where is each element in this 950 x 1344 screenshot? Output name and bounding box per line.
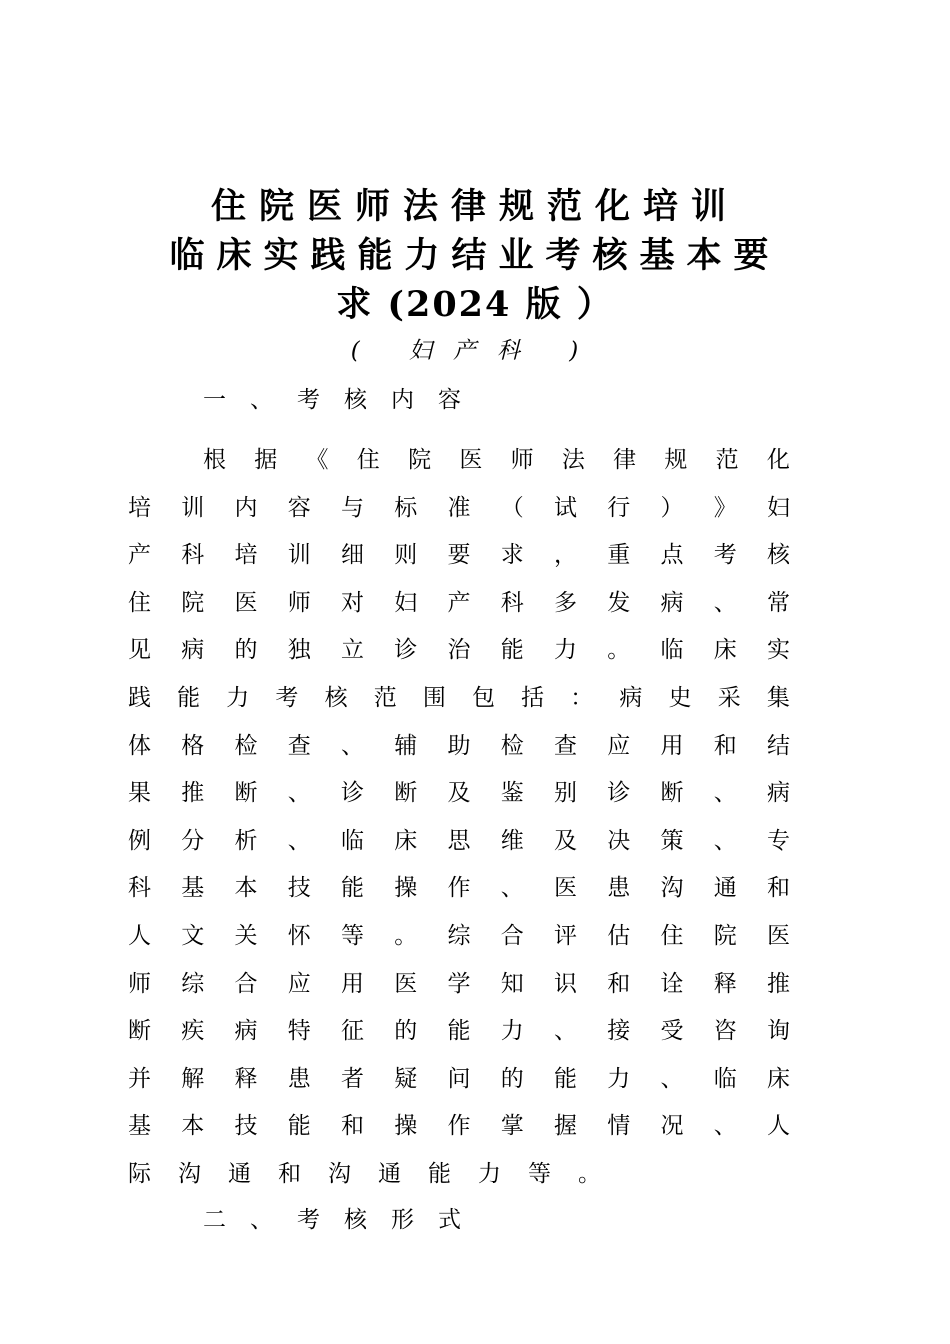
paragraph-line: 住 院 医 师 对 妇 产 科 多 发 病 、 常 <box>128 589 790 616</box>
paragraph-line: 果 推 断 、 诊 断 及 鉴 别 诊 断 、 病 <box>128 780 790 807</box>
document-subtitle: ( 妇产科 ) <box>350 338 600 364</box>
section-heading-content: 一、考核内容 <box>203 387 485 413</box>
paragraph-line: 科 基 本 技 能 操 作 、 医 患 沟 通 和 <box>128 875 790 902</box>
paragraph-line: 根 据 《 住 院 医 师 法 律 规 范 化 <box>203 447 790 473</box>
paragraph-line: 际 沟 通 和 沟 通 能 力 等 。 <box>128 1160 601 1187</box>
paragraph-line: 产 科 培 训 细 则 要 求 ， 重 点 考 核 <box>128 542 790 569</box>
paragraph-line: 体 格 检 查 、 辅 助 检 查 应 用 和 结 <box>128 732 790 759</box>
paragraph-line: 并 解 释 患 者 疑 问 的 能 力 、 临 床 <box>128 1065 790 1092</box>
section-heading-format: 二、考核形式 <box>203 1207 485 1233</box>
paragraph-line: 人 文 关 怀 等 。 综 合 评 估 住 院 医 <box>128 922 790 949</box>
section-content-paragraph <box>128 437 790 1199</box>
paragraph-line: 践 能 力 考 核 范 围 包 括 ： 病 史 采 集 <box>128 684 790 711</box>
paragraph-line: 培 训 内 容 与 标 准 （ 试 行 ） 》 妇 <box>128 494 790 521</box>
paragraph-line: 师 综 合 应 用 医 学 知 识 和 诠 释 推 <box>128 970 790 997</box>
document-title-line-2: 临床实践能力结业考核基本要 <box>169 235 781 276</box>
paragraph-line: 见 病 的 独 立 诊 治 能 力 。 临 床 实 <box>128 637 790 664</box>
document-title-line-3: 求 (2024 版 ） <box>336 284 614 325</box>
paragraph-line: 基 本 技 能 和 操 作 掌 握 情 况 、 人 <box>128 1113 790 1140</box>
paragraph-line: 断 疾 病 特 征 的 能 力 、 接 受 咨 询 <box>128 1018 790 1045</box>
document-title-line-1: 住院医师法律规范化培训 <box>210 186 739 227</box>
paragraph-line: 例 分 析 、 临 床 思 维 及 决 策 、 专 <box>128 827 790 854</box>
